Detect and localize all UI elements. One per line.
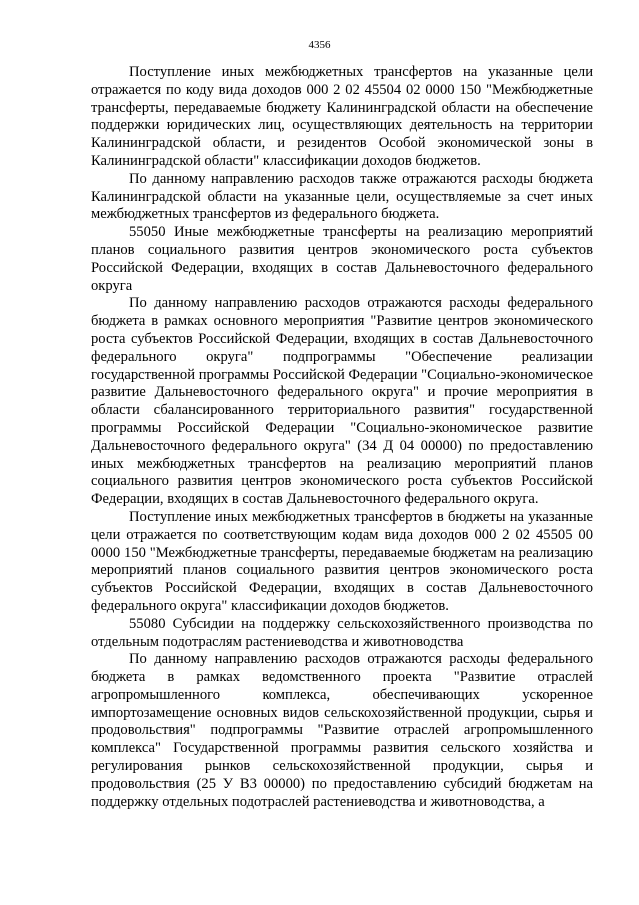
section-heading-55080: 55080 Субсидии на поддержку сельскохозяйственного производства по отдельным подотраслям растениеводства и животноводства	[91, 615, 593, 650]
paragraph-2: По данному направлению расходов также отражаются расходы бюджета Калининградской области на указанные цели, осуществляемые за счет иных межбюджетных трансфертов из федерального бюджета.	[91, 170, 593, 223]
page-number: 4356	[308, 39, 331, 51]
paragraph-3: По данному направлению расходов отражаются расходы федерального бюджета в рамках основного мероприятия "Развитие центров экономического роста субъектов Российской Федерации, входящих в состав Дальневосточного федерального округа" подпрограммы "Обеспечение реализации государственной программы Российской Федерации "Социально-экономическое развитие Дальневосточного федерального округа" и прочие мероприятия в области сбалансированного территориального развития" государственной программы Российской Федерации "Социально-экономическое развитие Дальневосточного федерального округа" (34 Д 04 00000) по предоставлению иных межбюджетных трансфертов на реализацию мероприятий планов социального развития центров экономического роста субъектов Российской Федерации, входящих в состав Дальневосточного федерального округа.	[91, 295, 593, 508]
paragraph-5: По данному направлению расходов отражаются расходы федерального бюджета в рамках ведомственного проекта "Развитие отраслей агропромышленного комплекса, обеспечивающих ускоренное импортозамещение основных видов сельскохозяйственной продукции, сырья и продовольствия" подпрограммы "Развитие отраслей агропромышленного комплекса" Государственной программы развития сельского хозяйства и регулирования рынков сельскохозяйственной продукции, сырья и продовольствия (25 У В3 00000) по предоставлению субсидий бюджетам на поддержку отдельных подотраслей растениеводства и животноводства, а	[91, 651, 593, 810]
section-heading-55050: 55050 Иные межбюджетные трансферты на реализацию мероприятий планов социального развития центров экономического роста субъектов Российской Федерации, входящих в состав Дальневосточного федерального округа	[91, 224, 593, 294]
paragraph-1: Поступление иных межбюджетных трансфертов на указанные цели отражается по коду вида доходов 000 2 02 45504 02 0000 150 "Межбюджетные трансферты, передаваемые бюджету Калининградской области на обеспечение поддержки юридических лиц, осуществляющих деятельность на территории Калининградской области, и резидентов Особой экономической зоны в Калининградской области" классификации доходов бюджетов.	[91, 64, 593, 169]
document-body	[91, 64, 593, 811]
paragraph-4: Поступление иных межбюджетных трансфертов в бюджеты на указанные цели отражается по соответствующим кодам вида доходов 000 2 02 45505 00 0000 150 "Межбюджетные трансферты, передаваемые бюджетам на реализацию мероприятий планов социального развития центров экономического роста субъектов Российской Федерации, входящих в состав Дальневосточного федерального округа" классификации доходов бюджетов.	[91, 508, 593, 614]
